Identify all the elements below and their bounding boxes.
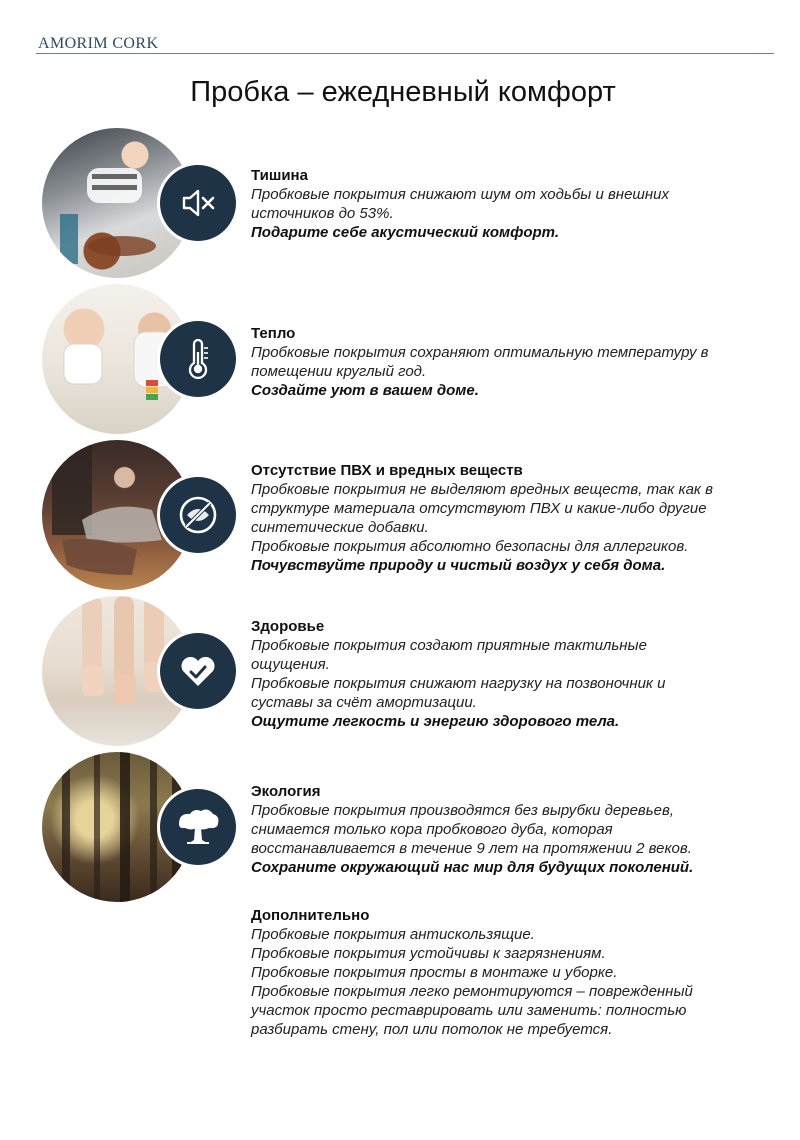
badge-health — [160, 633, 236, 709]
badge-no-pvc — [160, 477, 236, 553]
section-line: источников до 53%. — [251, 205, 394, 222]
section-line: Пробковые покрытия не выделяют вредных веществ, так как в — [251, 481, 714, 498]
section-heading: Отсутствие ПВХ и вредных веществ — [251, 462, 523, 479]
heart-check-icon — [175, 648, 221, 694]
section-line: восстанавливается в течение 9 лет на протяжении 2 веков. — [251, 840, 692, 857]
section-cta: Почувствуйте природу и чистый воздух у себя дома. — [251, 557, 666, 574]
section-silence-text — [251, 166, 781, 242]
section-additional-text — [251, 906, 781, 1039]
section-line: Пробковые покрытия сохраняют оптимальную температуру в — [251, 344, 709, 361]
section-line: разбирать стену, пол или потолок не требуется. — [251, 1021, 613, 1038]
section-line: Пробковые покрытия легко ремонтируются – поврежденный — [251, 983, 693, 1000]
badge-silence — [160, 165, 236, 241]
mute-speaker-icon — [175, 180, 221, 226]
badge-warmth — [160, 321, 236, 397]
brand-logo: AMORIM CORK — [38, 35, 159, 52]
section-line: снимается только кора пробкового дуба, которая — [251, 821, 613, 838]
cork-oak-tree-icon — [173, 804, 223, 850]
header-rule — [36, 53, 774, 54]
section-heading: Тишина — [251, 167, 308, 184]
section-line: ощущения. — [251, 656, 330, 673]
section-line: Пробковые покрытия антискользящие. — [251, 926, 535, 943]
section-line: Пробковые покрытия просты в монтаже и уборке. — [251, 964, 618, 981]
section-cta: Подарите себе акустический комфорт. — [251, 224, 559, 241]
section-line: Пробковые покрытия создают приятные тактильные — [251, 637, 647, 654]
section-line: участок просто реставрировать или заменить: полностью — [251, 1002, 687, 1019]
section-heading: Тепло — [251, 325, 296, 342]
section-line: Пробковые покрытия производятся без вырубки деревьев, — [251, 802, 674, 819]
section-heading: Экология — [251, 783, 321, 800]
page-title: Пробка – ежедневный комфорт — [190, 76, 616, 108]
section-line: синтетические добавки. — [251, 519, 429, 536]
badge-ecology — [160, 789, 236, 865]
section-health-text — [251, 617, 781, 731]
section-line: Пробковые покрытия снижают шум от ходьбы и внешних — [251, 186, 669, 203]
section-ecology-text — [251, 782, 781, 877]
section-cta: Сохраните окружающий нас мир для будущих поколений. — [251, 859, 694, 876]
section-warmth-text — [251, 324, 781, 400]
section-line: Пробковые покрытия устойчивы к загрязнениям. — [251, 945, 606, 962]
section-line: суставы за счёт амортизации. — [251, 694, 477, 711]
section-heading: Здоровье — [251, 618, 325, 635]
section-cta: Ощутите легкость и энергию здорового тела. — [251, 713, 620, 730]
no-pvc-icon — [173, 490, 223, 540]
section-cta: Создайте уют в вашем доме. — [251, 382, 479, 399]
section-line: Пробковые покрытия снижают нагрузку на позвоночник и — [251, 675, 666, 692]
thermometer-icon — [175, 336, 221, 382]
section-line: структуре материала отсутствуют ПВХ и какие-либо другие — [251, 500, 707, 517]
section-no-pvc-text — [251, 461, 781, 575]
section-line: Пробковые покрытия абсолютно безопасны для аллергиков. — [251, 538, 689, 555]
section-heading: Дополнительно — [251, 907, 370, 924]
section-line: помещении круглый год. — [251, 363, 427, 380]
